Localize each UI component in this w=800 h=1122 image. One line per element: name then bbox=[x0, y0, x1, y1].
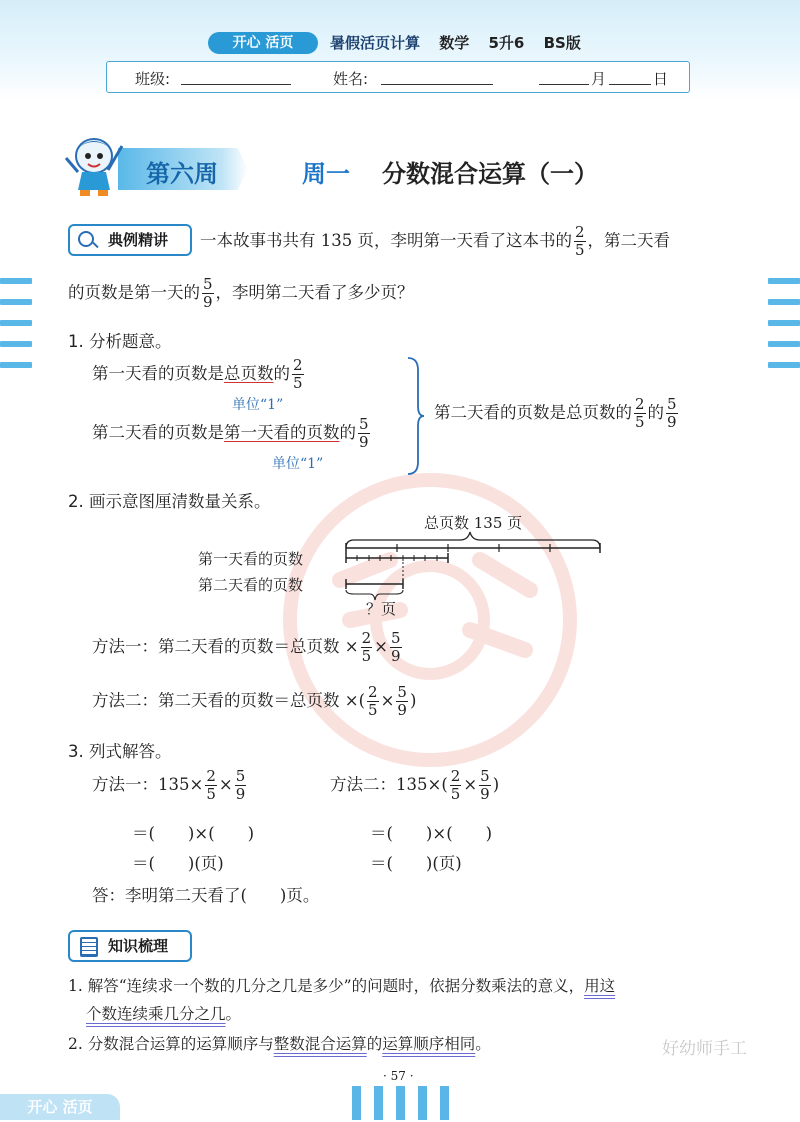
footer-bar bbox=[440, 1086, 449, 1120]
left-stripe bbox=[0, 341, 32, 347]
fraction bbox=[479, 768, 491, 803]
footer-bar bbox=[418, 1086, 427, 1120]
footer-bar bbox=[374, 1086, 383, 1120]
fraction bbox=[396, 684, 408, 719]
fraction-denominator: 9 bbox=[397, 701, 407, 719]
fraction-numerator: 5 bbox=[480, 767, 490, 785]
fraction-numerator: 5 bbox=[235, 767, 246, 785]
left-stripe bbox=[0, 299, 32, 305]
right-stripe bbox=[768, 362, 800, 368]
fraction bbox=[361, 630, 373, 665]
knowledge-tag-label: 知识梳理 bbox=[108, 937, 169, 955]
method-text: 方法二：第二天看的页数＝总页数 ×( bbox=[92, 691, 366, 710]
fraction-numerator: 2 bbox=[574, 223, 585, 241]
month-label: 月 bbox=[591, 70, 607, 88]
line-segment-diagram bbox=[340, 528, 605, 603]
fraction bbox=[390, 630, 402, 665]
knowledge-text: 。 bbox=[225, 1005, 242, 1023]
fraction-numerator: 2 bbox=[361, 629, 372, 647]
fraction-numerator: 2 bbox=[635, 395, 645, 413]
mascot-icon bbox=[60, 128, 126, 198]
left-stripe bbox=[0, 320, 32, 326]
underlined-term: 总页数 bbox=[224, 364, 274, 383]
fraction-denominator: 5 bbox=[361, 647, 372, 665]
notebook-icon bbox=[80, 937, 98, 957]
fraction bbox=[367, 684, 379, 719]
left-stripe bbox=[0, 362, 32, 368]
method1-formula bbox=[92, 630, 404, 665]
fraction-numerator: 2 bbox=[450, 767, 461, 785]
magnifier-handle bbox=[92, 242, 98, 248]
analysis-text: 第二天看的页数是 bbox=[92, 423, 224, 442]
close-paren: ) bbox=[492, 775, 500, 794]
problem-text-b: ，第二天看 bbox=[587, 231, 671, 250]
subject: 数学 bbox=[439, 34, 470, 52]
fraction-numerator: 5 bbox=[397, 683, 407, 701]
method-text: 方法二：135×( bbox=[330, 775, 448, 794]
unit-one-label: 单位“1” bbox=[232, 397, 284, 413]
problem-text-d: ，李明第二天看了多少页？ bbox=[215, 283, 414, 302]
knowledge-text: 1. 解答“连续求一个数的几分之几是多少”的问题时，依据分数乘法的意义， bbox=[68, 977, 585, 995]
week-label: 第六周 bbox=[146, 160, 218, 188]
class-field[interactable] bbox=[181, 66, 291, 85]
knowledge-text: 2. 分数混合运算的运算顺序与 bbox=[68, 1035, 274, 1053]
fraction-denominator: 9 bbox=[667, 413, 677, 431]
magnifier-icon bbox=[78, 231, 94, 247]
question-label: ？页 bbox=[366, 600, 397, 618]
month-field[interactable] bbox=[539, 66, 589, 85]
solution-method2-line1 bbox=[330, 768, 499, 803]
source-watermark-text: 好幼师手工 bbox=[662, 1039, 747, 1059]
solution-method2-line2[interactable]: ＝( )×( ) bbox=[370, 824, 493, 843]
footer-brand: 开心 活页 bbox=[0, 1094, 120, 1120]
unit-one-label: 单位“1” bbox=[272, 456, 324, 472]
example-tag bbox=[68, 224, 192, 256]
fraction-denominator: 9 bbox=[480, 785, 490, 803]
fraction-denominator: 5 bbox=[450, 785, 461, 803]
brand-logo: 开心 活页 bbox=[208, 32, 318, 54]
double-underlined-term: 个数连续乘几分之几 bbox=[86, 1005, 226, 1023]
fraction-numerator: 5 bbox=[203, 275, 213, 293]
footer-bar bbox=[352, 1086, 361, 1120]
example-tag-label: 典例精讲 bbox=[108, 231, 169, 249]
underlined-term: 第一天看的页数 bbox=[224, 423, 340, 442]
problem-line-1 bbox=[200, 224, 670, 259]
fraction bbox=[574, 224, 586, 259]
fraction-denominator: 5 bbox=[368, 701, 378, 719]
analysis-line-1 bbox=[92, 357, 306, 392]
fraction bbox=[666, 396, 678, 431]
double-underlined-term: 整数混合运算 bbox=[273, 1035, 367, 1053]
diagram-row-1-label: 第一天看的页数 bbox=[198, 550, 304, 568]
page-number: · 57 · bbox=[383, 1069, 414, 1083]
fraction bbox=[358, 416, 370, 451]
times-sign: × bbox=[218, 775, 233, 794]
curly-brace bbox=[404, 356, 426, 476]
day-field[interactable] bbox=[609, 66, 651, 85]
fraction-denominator: 5 bbox=[635, 413, 645, 431]
method-text: 方法一：135× bbox=[92, 775, 204, 794]
fraction bbox=[235, 768, 247, 803]
fraction bbox=[202, 276, 214, 311]
fraction-denominator: 5 bbox=[574, 241, 585, 259]
day-label: 周一 bbox=[302, 160, 350, 188]
step3-heading: 3. 列式解答。 bbox=[68, 742, 172, 761]
solution-method1-line3[interactable]: ＝( )(页) bbox=[132, 854, 224, 873]
solution-method1-line2[interactable]: ＝( )×( ) bbox=[132, 824, 255, 843]
total-pages-label: 总页数 135 页 bbox=[424, 514, 523, 532]
times-sign: × bbox=[380, 691, 395, 710]
solution-method2-line3[interactable]: ＝( )(页) bbox=[370, 854, 462, 873]
fraction-denominator: 9 bbox=[390, 647, 401, 665]
solution-method1-line1 bbox=[92, 768, 248, 803]
right-stripe bbox=[768, 320, 800, 326]
fraction-numerator: 2 bbox=[293, 356, 303, 374]
analysis-conclusion bbox=[434, 396, 680, 431]
class-label: 班级: bbox=[135, 70, 171, 88]
fraction bbox=[634, 396, 646, 431]
fraction-numerator: 2 bbox=[206, 767, 216, 785]
knowledge-tag bbox=[68, 930, 192, 962]
answer-line[interactable]: 答：李明第二天看了( )页。 bbox=[92, 886, 320, 905]
edition: BS版 bbox=[543, 34, 581, 52]
double-underlined-term: 运算顺序相同 bbox=[382, 1035, 476, 1053]
times-sign: × bbox=[374, 637, 388, 656]
grade: 5升6 bbox=[488, 34, 525, 52]
step2-heading: 2. 画示意图厘清数量关系。 bbox=[68, 492, 271, 511]
left-stripe bbox=[0, 278, 32, 284]
fraction-denominator: 9 bbox=[359, 433, 369, 451]
knowledge-point-1 bbox=[68, 972, 748, 1028]
times-sign: × bbox=[463, 775, 478, 794]
fraction-numerator: 2 bbox=[368, 683, 378, 701]
analysis-text: 的 bbox=[339, 423, 356, 442]
fraction bbox=[205, 768, 217, 803]
fraction-denominator: 5 bbox=[293, 374, 303, 392]
header-info bbox=[330, 32, 595, 53]
name-field[interactable] bbox=[381, 66, 493, 85]
analysis-text: 的 bbox=[647, 403, 665, 422]
analysis-text: 第二天看的页数是总页数的 bbox=[434, 403, 632, 422]
problem-line-2 bbox=[68, 276, 414, 311]
lesson-title: 分数混合运算（一） bbox=[382, 160, 598, 188]
fraction-denominator: 5 bbox=[206, 785, 216, 803]
fraction-numerator: 5 bbox=[359, 415, 369, 433]
knowledge-text: 。 bbox=[475, 1035, 491, 1053]
fraction bbox=[450, 768, 462, 803]
footer-bar bbox=[396, 1086, 405, 1120]
day-label-field: 日 bbox=[653, 70, 669, 88]
knowledge-text: 的 bbox=[366, 1035, 383, 1053]
right-stripe bbox=[768, 299, 800, 305]
fraction-numerator: 5 bbox=[390, 629, 401, 647]
analysis-line-2 bbox=[92, 416, 372, 451]
fraction-denominator: 9 bbox=[203, 293, 213, 311]
fraction-numerator: 5 bbox=[667, 395, 677, 413]
double-underlined-term: 用这 bbox=[584, 977, 616, 995]
right-stripe bbox=[768, 341, 800, 347]
analysis-text: 第一天看的页数是 bbox=[92, 364, 224, 383]
fraction bbox=[292, 357, 304, 392]
method-text: 方法一：第二天看的页数＝总页数 × bbox=[92, 637, 359, 656]
knowledge-point-2 bbox=[68, 1032, 491, 1054]
problem-text-a: 一本故事书共有 135 页，李明第一天看了这本书的 bbox=[200, 231, 572, 250]
step1-heading: 1. 分析题意。 bbox=[68, 332, 172, 351]
method2-formula bbox=[92, 684, 416, 719]
analysis-text: 的 bbox=[273, 364, 290, 383]
right-stripe bbox=[768, 278, 800, 284]
name-label: 姓名: bbox=[333, 70, 369, 88]
problem-text-c: 的页数是第一天的 bbox=[68, 283, 200, 302]
series-name: 暑假活页计算 bbox=[330, 34, 421, 52]
fraction-denominator: 9 bbox=[235, 785, 246, 803]
diagram-row-2-label: 第二天看的页数 bbox=[198, 576, 304, 594]
student-info-box bbox=[106, 61, 690, 93]
close-paren: ) bbox=[409, 691, 417, 710]
